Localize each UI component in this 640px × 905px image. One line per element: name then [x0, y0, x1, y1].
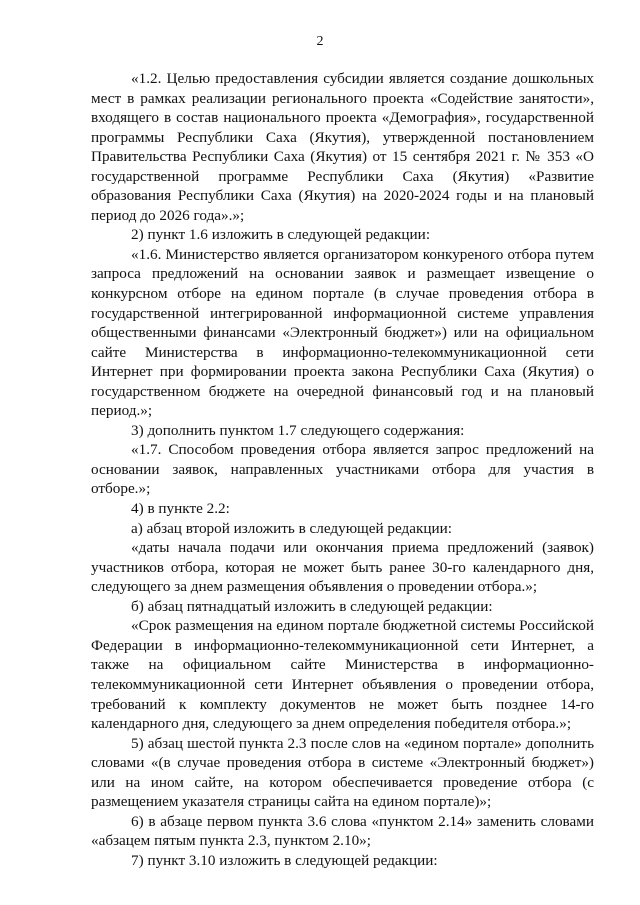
- paragraph-item-5: 5) абзац шестой пункта 2.3 после слов на «едином портале» дополнить словами «(в случае проведения отбора в системе «Электронный бюджет») или на ином сайте, на котором обеспечивается проведение отбора (с размещением указателя страницы сайта на едином портале)»;: [91, 734, 594, 811]
- page-number: 2: [316, 34, 324, 49]
- paragraph-item-4b: б) абзац пятнадцатый изложить в следующей редакции:: [131, 597, 493, 615]
- paragraph-deadline-quote: «Срок размещения на едином портале бюджетной системы Российской Федерации в информационно-телекоммуникационной сети Интернет, а также на официальном сайте Министерства в информационно-телекоммуникационной сети Интернет объявления о проведении отбора, требований к комплекту документов не может быть позднее 14-го календарного дня, следующего за днем определения победителя отбора.»;: [91, 617, 594, 733]
- paragraph-1-7: «1.7. Способом проведения отбора является запрос предложений на основании заявок, направленных участниками отбора для участия в отборе.»;: [91, 441, 594, 498]
- paragraph-item-4a: а) абзац второй изложить в следующей редакции:: [131, 519, 453, 537]
- document-body: [91, 69, 594, 870]
- paragraph-item-4: 4) в пункте 2.2:: [131, 500, 230, 518]
- paragraph-1-2: «1.2. Целью предоставления субсидии является создание дошкольных мест в рамках реализации регионального проекта «Содействие занятости», входящего в состав национального проекта «Демография», государственной программы Республики Саха (Якутия), утвержденной постановлением Правительства Республики Саха (Якутия) от 15 сентября 2021 г. № 353 «О государственной программе Республики Саха (Якутия) «Развитие образования Республики Саха (Якутия) на 2020-2024 годы и на плановый период до 2026 года».»;: [91, 70, 594, 224]
- paragraph-item-2: 2) пункт 1.6 изложить в следующей редакции:: [131, 226, 431, 244]
- paragraph-dates-quote: «даты начала подачи или окончания приема предложений (заявок) участников отбора, которая не может быть ранее 30-го календарного дня, следующего за днем размещения объявления о проведении отбора.»;: [91, 539, 594, 596]
- paragraph-item-7: 7) пункт 3.10 изложить в следующей редакции:: [131, 851, 438, 869]
- paragraph-item-6: 6) в абзаце первом пункта 3.6 слова «пунктом 2.14» заменить словами «абзацем пятым пункта 2.3, пунктом 2.10»;: [91, 812, 594, 850]
- paragraph-1-6: «1.6. Министерство является организатором конкуреного отбора путем запроса предложений на основании заявок и размещает извещение о конкурсном отборе на едином портале (в случае проведения отбора в государственной интегрированной информационной системе управления общественными финансами «Электронный бюджет») или на официальном сайте Министерства в информационно-телекоммуникационной сети Интернет при формировании проекта закона Республики Саха (Якутия) о государственном бюджете на очередной финансовый год и на плановый период.»;: [91, 245, 594, 420]
- paragraph-item-3: 3) дополнить пунктом 1.7 следующего содержания:: [131, 421, 465, 439]
